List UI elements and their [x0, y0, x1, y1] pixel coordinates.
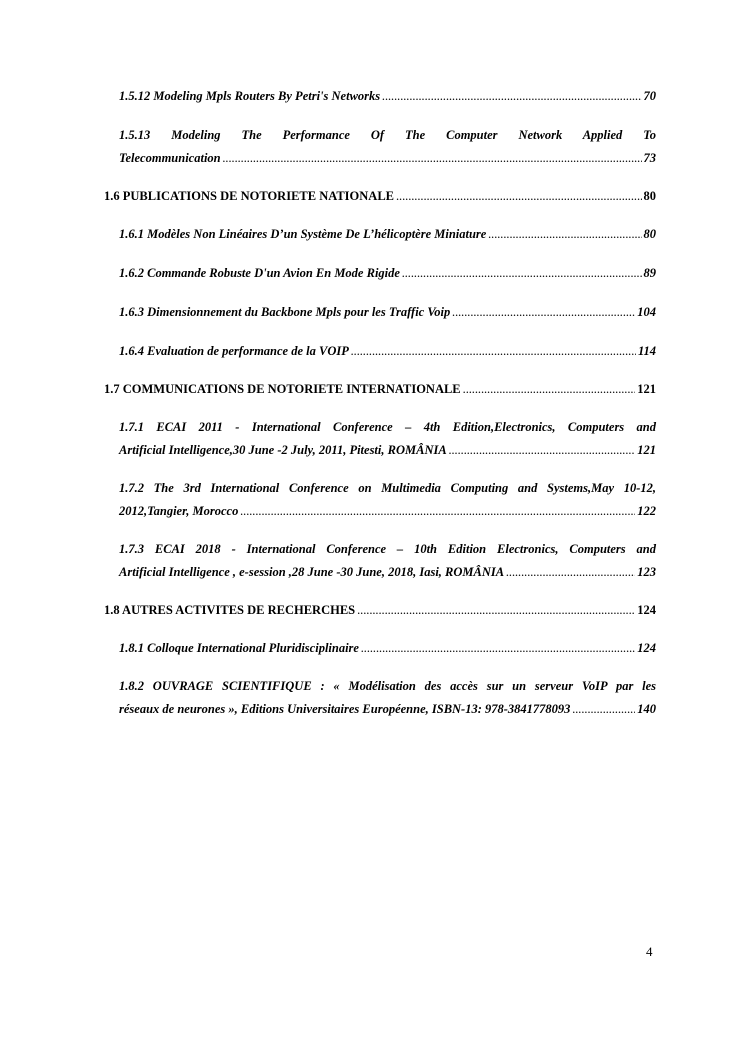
leader-dots: [240, 501, 635, 521]
table-of-contents: [104, 86, 656, 719]
toc-entry-title-line1: 1.7.2 The 3rd International Conference on Multimedia Computing and Systems,May 10-12,: [119, 481, 656, 495]
leader-dots: [361, 638, 635, 658]
leader-dots: [396, 186, 642, 206]
toc-entry-1-8[interactable]: [104, 600, 656, 620]
toc-entry-page: 124: [637, 641, 656, 655]
toc-entry-line2: [119, 148, 656, 168]
leader-dots: [572, 699, 635, 719]
toc-entry-title: 1.8 AUTRES ACTIVITES DE RECHERCHES: [104, 603, 356, 617]
toc-entry-title-line1: 1.5.13 Modeling The Performance Of The Computer Network Applied To: [119, 128, 656, 142]
toc-entry-title: 1.6 PUBLICATIONS DE NOTORIETE NATIONALE: [104, 189, 394, 203]
toc-entry-title-line2: Telecommunication: [119, 151, 221, 165]
toc-entry-title: 1.6.4 Evaluation de performance de la VOIP: [119, 344, 349, 358]
leader-dots: [357, 600, 635, 620]
page-number: 4: [646, 944, 653, 959]
toc-entry-1-7[interactable]: [104, 379, 656, 399]
toc-entry-page: 114: [637, 344, 656, 358]
toc-entry-page: 104: [637, 305, 656, 319]
leader-dots: [463, 379, 636, 399]
toc-entry-page: 70: [643, 89, 656, 103]
toc-entry-title-line2: 2012,Tangier, Morocco: [119, 504, 239, 518]
toc-entry-1-6-3[interactable]: [104, 302, 656, 322]
toc-entry-page: 73: [643, 151, 656, 165]
leader-dots: [382, 86, 641, 106]
toc-entry-1-5-13[interactable]: [104, 125, 656, 168]
toc-entry-page: 123: [637, 565, 656, 579]
toc-entry-page: 121: [637, 382, 656, 396]
toc-entry-title: 1.6.3 Dimensionnement du Backbone Mpls pour les Traffic Voip: [119, 305, 451, 319]
toc-entry-page: 80: [643, 227, 656, 241]
leader-dots: [449, 440, 636, 460]
leader-dots: [452, 302, 635, 322]
toc-entry-title-line2: réseaux de neurones », Editions Universitaires Européenne, ISBN-13: 978-3841778093: [119, 702, 571, 716]
toc-entry-title: 1.7 COMMUNICATIONS DE NOTORIETE INTERNATIONALE: [104, 382, 461, 396]
toc-entry-1-6-1[interactable]: [104, 224, 656, 244]
toc-entry-line2: [119, 440, 656, 460]
toc-entry-1-7-2[interactable]: [104, 478, 656, 521]
toc-entry-line2: [119, 501, 656, 521]
toc-entry-page: 140: [637, 702, 656, 716]
toc-entry-title-line1: 1.7.1 ECAI 2011 - International Conference – 4th Edition,Electronics, Computers and: [119, 420, 656, 434]
toc-entry-page: 124: [637, 603, 656, 617]
toc-entry-1-6-4[interactable]: [104, 341, 656, 361]
leader-dots: [351, 341, 636, 361]
toc-entry-page: 122: [637, 504, 656, 518]
leader-dots: [506, 562, 635, 582]
toc-entry-title-line2: Artificial Intelligence,30 June -2 July, 2011, Pitesti, ROMÂNIA: [119, 443, 447, 457]
toc-entry-1-6[interactable]: [104, 186, 656, 206]
toc-entry-line2: [119, 699, 656, 719]
toc-entry-1-8-1[interactable]: [104, 638, 656, 658]
toc-entry-1-8-2[interactable]: [104, 676, 656, 719]
toc-entry-title: 1.6.1 Modèles Non Linéaires D’un Système De L’hélicoptère Miniature: [119, 227, 487, 241]
toc-entry-title-line2: Artificial Intelligence , e-session ,28 June -30 June, 2018, Iasi, ROMÂNIA: [119, 565, 505, 579]
toc-entry-page: 89: [643, 266, 656, 280]
leader-dots: [402, 263, 642, 283]
toc-entry-1-6-2[interactable]: [104, 263, 656, 283]
toc-entry-line2: [119, 562, 656, 582]
toc-entry-page: 121: [637, 443, 656, 457]
toc-entry-1-7-1[interactable]: [104, 417, 656, 460]
toc-entry-title: 1.8.1 Colloque International Pluridisciplinaire: [119, 641, 359, 655]
toc-entry-title-line1: 1.8.2 OUVRAGE SCIENTIFIQUE : « Modélisation des accès sur un serveur VoIP par les: [119, 679, 656, 693]
toc-entry-title: 1.5.12 Modeling Mpls Routers By Petri's Networks: [119, 89, 381, 103]
toc-entry-title: 1.6.2 Commande Robuste D'un Avion En Mode Rigide: [119, 266, 400, 280]
toc-entry-page: 80: [643, 189, 656, 203]
toc-entry-title-line1: 1.7.3 ECAI 2018 - International Conference – 10th Edition Electronics, Computers and: [119, 542, 656, 556]
toc-entry-1-7-3[interactable]: [104, 539, 656, 582]
toc-entry-1-5-12[interactable]: [104, 86, 656, 106]
leader-dots: [488, 224, 641, 244]
leader-dots: [223, 148, 642, 168]
